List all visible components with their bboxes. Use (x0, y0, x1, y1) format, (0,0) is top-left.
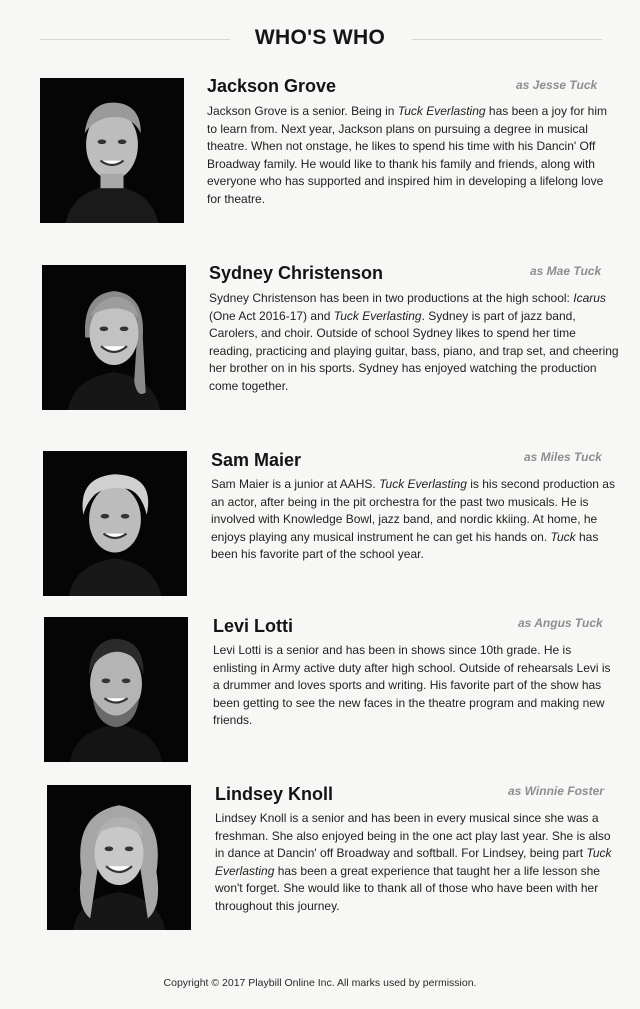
bio-text: Sam Maier is a junior at AAHS. (211, 477, 380, 491)
headshot-photo (47, 785, 191, 930)
page-title: WHO'S WHO (254, 26, 386, 49)
bio-text: has been his favorite part of the school year. (211, 529, 599, 561)
header-rule-right (412, 39, 602, 40)
bio-text: is his second production as an actor, after being in the pit orchestra for the past two musicals. He is involved with Knowledge Bowl, jazz band, and nordic kkiing. At home, he enjoys playing any musical instrument he can get his hands on. (211, 477, 615, 544)
headshot-photo (40, 78, 184, 223)
headshot-photo (43, 451, 187, 596)
cast-bio (215, 810, 620, 915)
copyright-notice: Copyright © 2017 Playbill Online Inc. All marks used by permission. (163, 977, 477, 989)
bio-text: Lindsey Knoll is a senior and has been in every musical since she was a freshman. She also enjoyed being in the one act play last year. She is also in dance at Dancin' off Broadway and softball. For Lindsey, being part (215, 811, 611, 860)
bio-italic-title: Tuck Everlasting (379, 477, 467, 491)
cast-role: as Angus Tuck (518, 616, 603, 630)
cast-role: as Jesse Tuck (516, 78, 598, 92)
bio-italic-title: Tuck Everlasting (333, 308, 422, 323)
cast-bio (213, 642, 617, 730)
bio-text: Jackson Grove is a senior. Being in (207, 104, 398, 118)
cast-role: as Winnie Foster (508, 784, 604, 798)
cast-name: Lindsey Knoll (215, 784, 334, 804)
cast-bio (209, 290, 619, 395)
bio-text: (One Act 2016-17) and (209, 308, 334, 323)
bio-italic-title: Icarus (573, 291, 606, 305)
bio-italic-title: Tuck Everlasting (215, 846, 612, 878)
cast-name: Jackson Grove (207, 76, 337, 96)
bio-text: has been a great experience that taught her a life lesson she won't forget. She would like to thank all of those who have been with her throughout this journey. (215, 863, 600, 913)
cast-name: Levi Lotti (213, 616, 293, 636)
cast-role: as Mae Tuck (530, 264, 602, 278)
bio-text: has been a joy for him to learn from. Next year, Jackson plans on pursuing a degree in musical theatre. When not onstage, he likes to spend his time with his Dancin' Off Broadway family. He would like to thank his family and friends, along with everyone who has supported and inspired him in developing a lifelong love for theatre. (207, 104, 607, 206)
cast-name: Sam Maier (211, 450, 302, 470)
headshot-photo (44, 617, 188, 762)
bio-italic-title: Tuck (550, 529, 576, 544)
headshot-photo (42, 265, 186, 410)
cast-name: Sydney Christenson (209, 263, 384, 283)
cast-role: as Miles Tuck (524, 450, 602, 464)
bio-text: Sydney Christenson has been in two productions at the high school: (209, 291, 574, 305)
bio-text: . Sydney is part of jazz band, Carolers, and choir. Outside of school Sydney likes to spend her time reading, practicing and playing guitar, bass, piano, and trap set, and cheering her brother on in his sports. Sydney has enjoyed watching the production come together. (209, 308, 619, 393)
cast-bio (207, 103, 611, 208)
cast-bio (211, 476, 616, 564)
bio-italic-title: Tuck Everlasting (397, 104, 486, 118)
page-header (0, 22, 640, 56)
bio-text: Levi Lotti is a senior and has been in shows since 10th grade. He is enlisting in Army active duty after high school. Outside of rehearsals Levi is a drummer and loves sports and writing. His favorite part of the show has been getting to see the new faces in the theatre program and making new friends. (213, 643, 611, 727)
